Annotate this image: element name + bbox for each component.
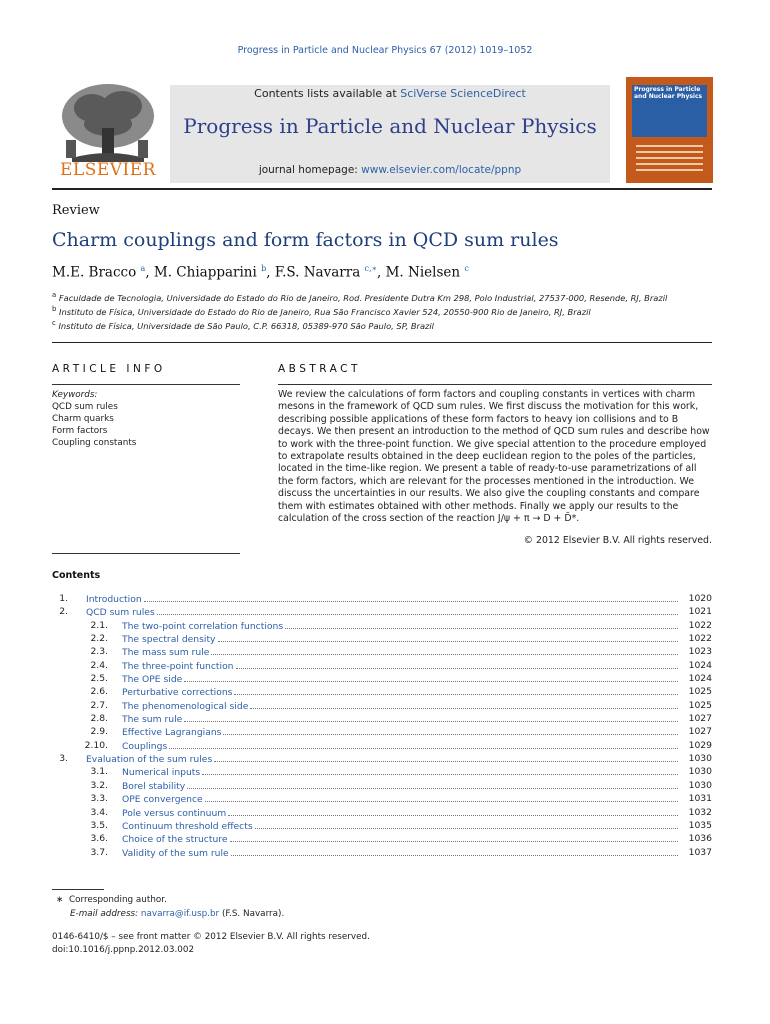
toc-entry-link[interactable]: Numerical inputs <box>122 767 201 779</box>
abstract-line: located in the time-like region. We present a table of ready-to-use parametrizations of all <box>278 463 697 475</box>
toc-entry-number: 2. <box>59 606 68 618</box>
publisher-name: ELSEVIER <box>60 160 156 180</box>
toc-entry-number: 2.9. <box>90 726 108 738</box>
toc-entry-number: 3.4. <box>90 806 108 818</box>
toc-entry-number: 3.7. <box>90 846 108 858</box>
toc-entry-page: 1037 <box>688 846 712 858</box>
toc-entry-number: 3.2. <box>90 779 108 791</box>
toc-entry[interactable] <box>52 807 712 820</box>
toc-entry[interactable] <box>52 713 712 726</box>
toc-entry-page: 1025 <box>688 686 712 698</box>
issn-line: 0146-6410/$ – see front matter © 2012 Elsevier B.V. All rights reserved. <box>52 932 370 942</box>
footnote-rule <box>52 889 104 890</box>
toc-entry-number: 2.8. <box>90 713 108 725</box>
toc-entry-title <box>86 606 682 618</box>
toc-entry-link[interactable]: Choice of the structure <box>122 834 228 846</box>
keywords-block <box>52 389 136 449</box>
toc-dot-leader <box>230 833 678 842</box>
corresponding-author-note <box>56 895 167 905</box>
toc-entry-number: 2.1. <box>90 619 108 631</box>
author: F.S. Navarra <box>274 264 361 281</box>
email-suffix: (F.S. Navarra). <box>219 909 285 919</box>
toc-dot-leader <box>228 807 678 816</box>
keyword: Charm quarks <box>52 414 114 424</box>
toc-entry-page: 1022 <box>688 619 712 631</box>
author-list: M.E. Bracco $^a$, M. Chiapparini $^b$, F.S. Navarra $^{c,∗}$, M. Nielsen $^c$ <box>52 264 469 281</box>
toc-entry-page: 1022 <box>688 633 712 645</box>
toc-entry-title <box>122 700 682 712</box>
toc-dot-leader <box>169 740 678 749</box>
toc-entry-title <box>122 793 682 805</box>
toc-entry-title <box>122 740 682 752</box>
toc-dot-leader <box>223 726 678 735</box>
author: M. Chiapparini <box>153 264 257 281</box>
toc-entry-title <box>122 820 682 832</box>
toc-entry-number: 3.1. <box>90 766 108 778</box>
toc-entry[interactable] <box>52 847 712 860</box>
toc-entry-link[interactable]: Introduction <box>86 594 142 605</box>
toc-entry-link[interactable]: Continuum threshold effects <box>122 820 253 832</box>
abstract-line: the form factors, which are relevant for the processes mentioned in the introduction. We <box>278 475 694 487</box>
toc-entry-link[interactable]: Evaluation of the sum rules <box>86 754 213 766</box>
author: M. Nielsen <box>385 264 461 281</box>
affiliation-mark: b <box>52 305 57 313</box>
toc-entry[interactable] <box>52 686 712 699</box>
contents-prefix: Contents lists available at <box>254 87 401 100</box>
cover-text-lines <box>626 141 713 175</box>
affiliation <box>52 305 591 317</box>
journal-citation: Progress in Particle and Nuclear Physics 67 (2012) 1019–1052 <box>237 45 533 56</box>
abstract-rule <box>278 384 712 385</box>
abstract-line: describing possible applications of these form factors to heavy ion collisions and to B <box>278 413 679 425</box>
abstract-line: to extrapolate results obtained in the deep euclidean region to the poles of the particles, <box>278 451 696 463</box>
keyword: Form factors <box>52 426 108 436</box>
abstract-copyright: © 2012 Elsevier B.V. All rights reserved. <box>523 535 712 546</box>
toc-entry-link[interactable]: QCD sum rules <box>86 607 155 619</box>
toc-entry-title <box>86 753 682 765</box>
article-info-heading: ARTICLE INFO <box>52 363 166 375</box>
toc-entry-title <box>122 713 682 725</box>
email-label: E-mail address: <box>70 909 141 919</box>
toc-entry-page: 1024 <box>688 659 712 671</box>
toc-entry-page: 1023 <box>688 646 712 658</box>
toc-entry[interactable] <box>52 820 712 833</box>
doi-link[interactable]: doi:10.1016/j.ppnp.2012.03.002 <box>52 945 195 955</box>
toc-entry-title <box>122 620 682 632</box>
toc-entry-number: 3.3. <box>90 793 108 805</box>
toc-entry-page: 1020 <box>688 593 712 604</box>
contents-available <box>170 87 610 100</box>
email-note <box>70 909 284 919</box>
article-info-bottom-rule <box>52 553 240 554</box>
toc-entry[interactable] <box>52 753 712 766</box>
toc-entry[interactable] <box>52 660 712 673</box>
toc-entry-title <box>122 633 682 645</box>
toc-dot-leader <box>187 780 678 789</box>
author-affil-mark[interactable]: b <box>261 264 267 273</box>
toc-entry-number: 2.5. <box>90 673 108 685</box>
keyword: Coupling constants <box>52 438 137 448</box>
toc-entry-number: 3. <box>59 753 68 765</box>
toc-entry-link[interactable]: Validity of the sum rule <box>122 847 229 859</box>
author-affil-mark[interactable]: c <box>464 264 469 273</box>
header-rule <box>52 188 712 190</box>
article-type: Review <box>52 203 100 218</box>
toc-entry-page: 1030 <box>688 766 712 778</box>
toc-entry-number: 3.5. <box>90 819 108 831</box>
author: M.E. Bracco <box>52 264 137 281</box>
paper-title: Charm couplings and form factors in QCD sum rules <box>52 229 559 251</box>
cover-title: Progress in Particle and Nuclear Physics <box>634 86 703 100</box>
homepage-link[interactable]: www.elsevier.com/locate/ppnp <box>361 164 522 176</box>
toc-entry-link[interactable]: OPE convergence <box>122 794 203 806</box>
toc-entry-title <box>122 726 682 738</box>
toc-dot-leader <box>255 820 678 829</box>
toc-dot-leader <box>250 700 678 709</box>
toc-entry-link[interactable]: Effective Lagrangians <box>122 727 222 739</box>
toc-dot-leader <box>144 593 678 602</box>
toc-entry[interactable] <box>52 726 712 739</box>
toc-dot-leader <box>285 620 678 629</box>
abstract-line: calculation of the cross section of the reaction J/ψ + π → D + D̄*. <box>278 513 580 525</box>
toc-entry-link[interactable]: Perturbative corrections <box>122 687 233 699</box>
toc-entry-link[interactable]: The two-point correlation functions <box>122 620 284 632</box>
footnote-mark: ∗ <box>56 895 64 905</box>
affiliation-rule <box>52 342 712 343</box>
toc-entry-link[interactable]: The spectral density <box>122 634 216 646</box>
toc-entry-title <box>86 593 682 605</box>
toc-entry-link[interactable]: The sum rule <box>122 714 183 726</box>
toc-entry-number: 2.2. <box>90 633 108 645</box>
abstract-line: to work with the three-point function. We give special attention to the procedure employed <box>278 438 707 450</box>
toc-entry-link[interactable]: The phenomenological side <box>122 700 249 712</box>
toc-entry-page: 1027 <box>688 713 712 725</box>
affiliation-mark: a <box>52 291 57 299</box>
toc-entry-link[interactable]: The mass sum rule <box>122 647 210 659</box>
toc-entry-link[interactable]: Borel stability <box>122 780 186 792</box>
abstract-line: mesons in the framework of QCD sum rules. We first discuss the motivation for this work, <box>278 401 699 413</box>
journal-title: Progress in Particle and Nuclear Physics <box>183 114 597 138</box>
toc-entry-title <box>122 686 682 698</box>
toc-entry-page: 1030 <box>688 753 712 765</box>
affiliation-text: Instituto de Física, Universidade de São Paulo, C.P. 66318, 05389-970 São Paulo, SP, Brazil <box>58 320 434 331</box>
abstract-line: decays. We then present an introduction to the method of QCD sum rules and describe how <box>278 426 710 438</box>
toc-entry-title <box>122 780 682 792</box>
toc-entry-title <box>122 646 682 658</box>
toc-entry-page: 1035 <box>688 819 712 831</box>
abstract-line: them with estimates obtained with other methods. Finally we apply our results to the <box>278 500 679 512</box>
toc-entry[interactable] <box>52 646 712 659</box>
keyword: QCD sum rules <box>52 402 118 412</box>
toc-entry-link[interactable]: The OPE side <box>122 674 183 686</box>
abstract-line: We review the calculations of form factors and coupling constants in vertices with charm <box>278 389 696 400</box>
toc-entry-page: 1024 <box>688 673 712 685</box>
toc-dot-leader <box>214 753 678 762</box>
toc-entry-page: 1027 <box>688 726 712 738</box>
toc-dot-leader <box>231 847 678 856</box>
toc-entry[interactable] <box>52 620 712 633</box>
toc-entry-number: 2.6. <box>90 686 108 698</box>
abstract-heading: ABSTRACT <box>278 363 361 375</box>
toc-entry-number: 3.6. <box>90 833 108 845</box>
toc-entry-title <box>122 660 682 672</box>
toc-entry-page: 1036 <box>688 833 712 845</box>
sciencedirect-link[interactable]: SciVerse ScienceDirect <box>400 87 526 100</box>
toc-entry[interactable] <box>52 633 712 646</box>
toc-entry-page: 1030 <box>688 779 712 791</box>
affiliation-text: Faculdade de Tecnologia, Universidade do Estado do Rio de Janeiro, Rod. Presidente Dutra Km 298, Polo Industrial, 27537-000, Resende, RJ, Brazil <box>58 292 668 303</box>
author-affil-mark[interactable]: c,∗ <box>364 264 378 273</box>
keywords-label: Keywords: <box>52 390 98 400</box>
corresponding-author-text: Corresponding author. <box>68 895 167 905</box>
toc-entry[interactable] <box>52 766 712 779</box>
toc-entry-link[interactable]: Pole versus continuum <box>122 807 227 819</box>
toc-entry-number: 1. <box>59 593 68 604</box>
toc-entry-page: 1025 <box>688 699 712 711</box>
journal-homepage <box>170 164 610 176</box>
toc-entry[interactable] <box>52 833 712 846</box>
toc-entry-number: 2.10. <box>84 739 108 751</box>
toc-entry-page: 1031 <box>688 793 712 805</box>
toc-entry-link[interactable]: The three-point function <box>122 660 234 672</box>
toc-entry-page: 1021 <box>688 606 712 618</box>
toc-entry-link[interactable]: Couplings <box>122 740 168 752</box>
toc-dot-leader <box>236 660 678 669</box>
toc-entry[interactable] <box>52 780 712 793</box>
toc-entry-page: 1032 <box>688 806 712 818</box>
author-affil-mark[interactable]: a <box>140 264 146 273</box>
affiliation <box>52 319 434 331</box>
toc-entry[interactable] <box>52 606 712 619</box>
email-link[interactable]: navarra@if.usp.br <box>140 909 220 919</box>
homepage-prefix: journal homepage: <box>258 164 362 176</box>
toc-entry-number: 2.7. <box>90 699 108 711</box>
toc-entry-title <box>122 833 682 845</box>
toc-entry-number: 2.4. <box>90 659 108 671</box>
toc-entry-page: 1029 <box>688 739 712 751</box>
toc-entry-title <box>122 847 682 859</box>
abstract-text <box>278 389 712 525</box>
toc-entry-title <box>122 673 682 685</box>
toc-entry-title <box>122 766 682 778</box>
toc-entry[interactable] <box>52 593 712 606</box>
toc-entry[interactable] <box>52 673 712 686</box>
toc-dot-leader <box>205 793 678 802</box>
contents-heading: Contents <box>52 570 101 581</box>
toc-entry-title <box>122 807 682 819</box>
table-of-contents <box>52 593 712 860</box>
toc-dot-leader <box>211 646 678 655</box>
journal-cover-image <box>626 77 713 183</box>
toc-dot-leader <box>184 713 678 722</box>
toc-entry[interactable] <box>52 700 712 713</box>
article-info-rule <box>52 384 240 385</box>
toc-entry[interactable] <box>52 793 712 806</box>
abstract-line: discuss the uncertainties in our results. We also give the coupling constants and compare <box>278 488 700 500</box>
toc-entry-number: 2.3. <box>90 646 108 658</box>
affiliation-text: Instituto de Física, Universidade do Estado do Rio de Janeiro, Rua São Francisco Xavier 524, 20550-900 Rio de Janeiro, RJ, Brazil <box>59 306 591 317</box>
toc-dot-leader <box>157 606 678 615</box>
toc-dot-leader <box>218 633 679 642</box>
toc-dot-leader <box>184 673 678 682</box>
toc-dot-leader <box>202 766 678 775</box>
affiliation <box>52 291 667 303</box>
toc-dot-leader <box>234 686 678 695</box>
affiliation-mark: c <box>52 319 56 327</box>
toc-entry[interactable] <box>52 740 712 753</box>
